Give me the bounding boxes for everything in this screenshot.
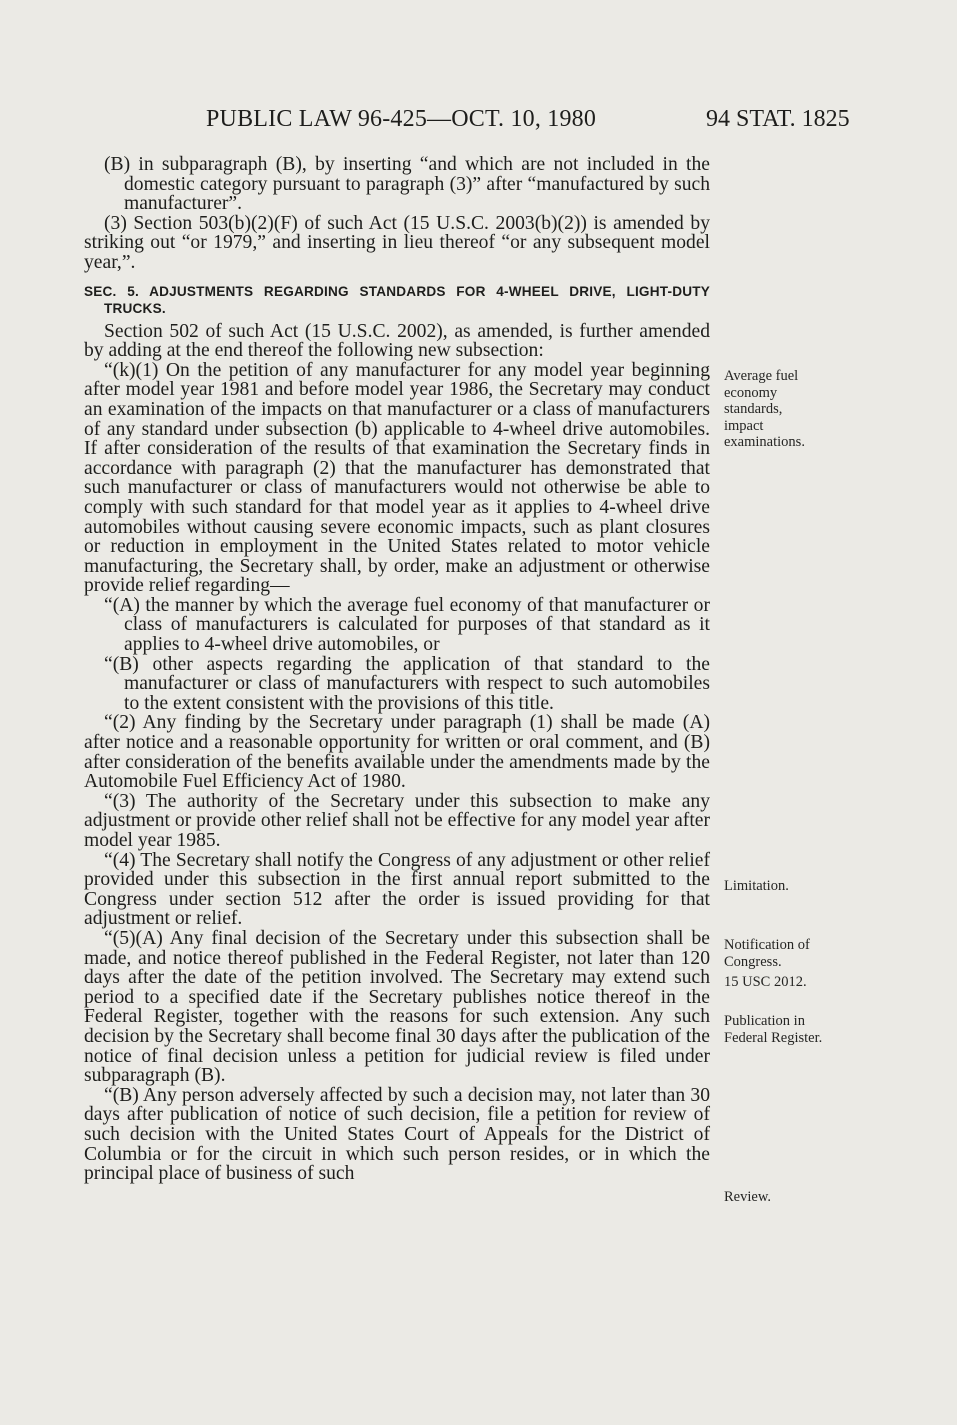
section-intro: Section 502 of such Act (15 U.S.C. 2002), as amended, is further amended by adding at the end thereof the following new subsection: (84, 320, 710, 362)
margin-note-average-fuel-economy: Average fuel economy standards, impact examinations. (724, 368, 805, 450)
clause-b: “(B) other aspects regarding the application of that standard to the manufacturer or class of manufacturers with respect to such automobiles to the extent consistent with the provisions of this title. (104, 653, 710, 714)
paragraph-b-amendment: (B) in subparagraph (B), by inserting “and which are not included in the domestic category pursuant to paragraph (3)” after “manufactured by such manufacturer”. (104, 154, 710, 215)
body-text (84, 155, 710, 1184)
statute-page-number: 94 STAT. 1825 (706, 106, 850, 132)
margin-note-review: Review. (724, 1189, 771, 1205)
page-header (0, 106, 957, 138)
page-title: PUBLIC LAW 96-425—OCT. 10, 1980 (206, 106, 597, 132)
paragraph-2: “(2) Any finding by the Secretary under paragraph (1) shall be made (A) after notice and a reasonable opportunity for written or oral comment, and (B) after consideration of the benefits available under the amendments made by the Automobile Fuel Efficiency Act of 1980. (84, 712, 710, 793)
margin-note-publication: Publication in Federal Register. (724, 1013, 823, 1046)
paragraph-4: “(4) The Secretary shall notify the Congress of any adjustment or other relief provided under this subsection in the first annual report submitted to the Congress under section 512 after the order is issued providing for that adjustment or relief. (84, 849, 710, 930)
paragraph-5b: “(B) Any person adversely affected by such a decision may, not later than 30 days after publication of notice of such decision, file a petition for review of such decision with the United States Court of Appeals for the District of Columbia or for the circuit in which such person resides, or in which the principal place of business of such (84, 1084, 710, 1185)
section-heading: SEC. 5. ADJUSTMENTS REGARDING STANDARDS FOR 4-WHEEL DRIVE, LIGHT-DUTY TRUCKS. (84, 283, 710, 316)
paragraph-3: “(3) The authority of the Secretary under this subsection to make any adjustment or provide other relief shall not be effective for any model year after model year 1985. (84, 790, 710, 851)
margin-note-notification: Notification of Congress. (724, 937, 810, 970)
paragraph-3-amendment: (3) Section 503(b)(2)(F) of such Act (15 U.S.C. 2003(b)(2)) is amended by striking out “or 1979,” and inserting in lieu thereof “or any subsequent model year,”. (84, 212, 710, 273)
margin-note-limitation: Limitation. (724, 878, 789, 894)
margin-note-usc-citation: 15 USC 2012. (724, 974, 807, 990)
clause-a: “(A) the manner by which the average fuel economy of that manufacturer or class of manufacturers is calculated for purposes of that standard as it applies to 4-wheel drive automobiles, or (104, 594, 710, 656)
paragraph-5a: “(5)(A) Any final decision of the Secretary under this subsection shall be made, and notice thereof published in the Federal Register, not later than 120 days after the date of the petition involved. The Secretary may extend such period to a specified date if the Secretary publishes notice thereof in the Federal Register, together with the reasons for such extension. Any such decision by the Secretary shall become final 30 days after the publication of the notice of final decision unless a petition for judicial review is filed under subparagraph (B). (84, 927, 710, 1087)
subsection-k-1: “(k)(1) On the petition of any manufacturer for any model year beginning after model year 1981 and before model year 1986, the Secretary may conduct an examination of the impacts on that manufacturer or a class of manufacturers of any standard under subsection (b) applicable to 4-wheel drive automobiles. If after consideration of the results of that examination the Secretary finds in accordance with paragraph (2) that the manufacturer has demonstrated that such manufacturer or class of manufacturers would not otherwise be able to comply with such standard for that model year as it applies to 4-wheel drive automobiles without causing severe economic impacts, such as plant closures or reduction in employment in the United States related to motor vehicle manufacturing, the Secretary shall, by order, make an adjustment or otherwise provide relief regarding— (84, 359, 710, 597)
